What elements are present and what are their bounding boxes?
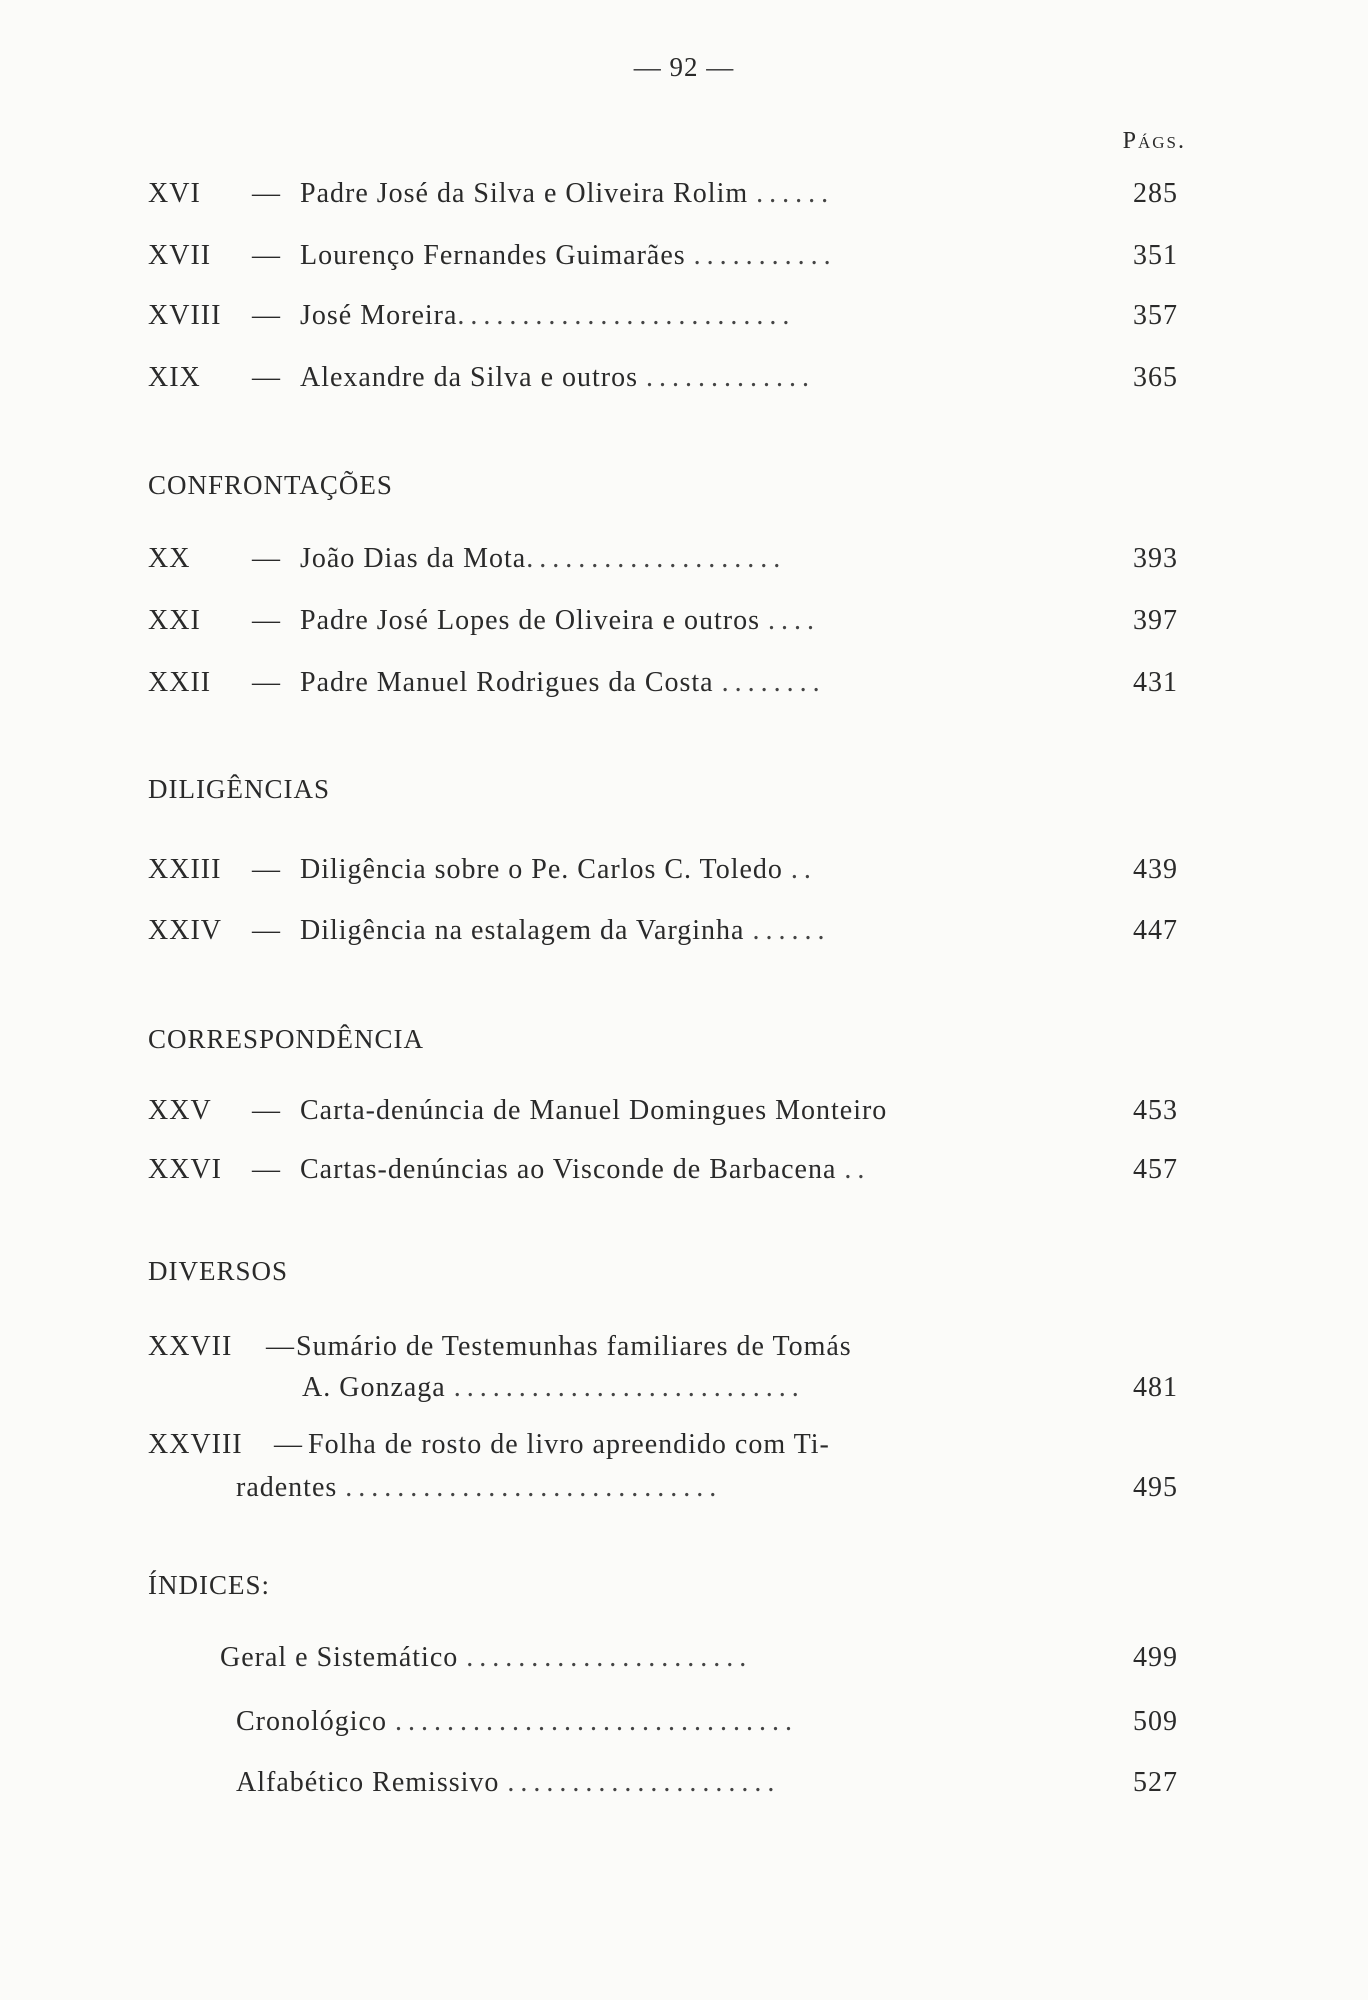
entry-title: Carta-denúncia de Manuel Domingues Monteiro [300, 1095, 888, 1126]
entry-page: 447 [1133, 915, 1178, 946]
entry-title-continued: A. Gonzaga ........................... [302, 1372, 805, 1403]
entry-page: 509 [1133, 1706, 1178, 1737]
entry-title: Cartas-denúncias ao Visconde de Barbacena .. [300, 1154, 871, 1185]
section-heading: CORRESPONDÊNCIA [148, 1024, 425, 1054]
chapter-numeral: XXVIII [148, 1429, 243, 1460]
entry-page: 439 [1133, 854, 1178, 885]
dash: — [266, 1331, 295, 1362]
pages-column-header: Págs. [1122, 128, 1186, 154]
entry-title: Padre Manuel Rodrigues da Costa ........ [300, 667, 826, 698]
section-heading: DIVERSOS [148, 1256, 289, 1286]
toc-entry [148, 852, 1178, 888]
chapter-numeral: XXI [148, 605, 201, 636]
dash: — [252, 543, 281, 574]
chapter-numeral: XVIII [148, 300, 222, 331]
toc-entry [148, 360, 1178, 396]
toc-entry [148, 298, 1178, 334]
chapter-numeral: XXIII [148, 854, 222, 885]
dash: — [252, 854, 281, 885]
dash: — [252, 178, 281, 209]
toc-entry [148, 603, 1178, 639]
dash: — [252, 667, 281, 698]
section-heading: CONFRONTAÇÕES [148, 470, 393, 500]
entry-title: José Moreira.......................... [300, 300, 796, 331]
index-entry [148, 1704, 1178, 1740]
chapter-numeral: XX [148, 543, 191, 574]
toc-entry [148, 238, 1178, 274]
entry-page: 357 [1133, 300, 1178, 331]
toc-entry [148, 1093, 1178, 1129]
chapter-numeral: XIX [148, 362, 201, 393]
dash: — [252, 300, 281, 331]
page-number: — 92 — [633, 52, 735, 82]
entry-page: 495 [1133, 1472, 1178, 1503]
dash: — [252, 240, 281, 271]
toc-entry [148, 1329, 1178, 1365]
entry-page: 453 [1133, 1095, 1178, 1126]
chapter-numeral: XXVI [148, 1154, 222, 1185]
entry-page: 351 [1133, 240, 1178, 271]
index-title: Cronológico ............................... [236, 1706, 798, 1737]
section-heading: DILIGÊNCIAS [148, 774, 330, 804]
toc-entry [148, 1427, 1178, 1463]
entry-title: Alexandre da Silva e outros ............. [300, 362, 816, 393]
section-heading: ÍNDICES: [148, 1570, 270, 1600]
entry-title: Sumário de Testemunhas familiares de Tomás [296, 1331, 852, 1362]
chapter-numeral: XXIV [148, 915, 222, 946]
index-title: Alfabético Remissivo ..................... [236, 1767, 781, 1798]
chapter-numeral: XVI [148, 178, 201, 209]
toc-entry-continuation [148, 1370, 1178, 1406]
entry-title: Padre José Lopes de Oliveira e outros .... [300, 605, 820, 636]
entry-page: 285 [1133, 178, 1178, 209]
toc-entry [148, 665, 1178, 701]
entry-page: 397 [1133, 605, 1178, 636]
dash: — [252, 915, 281, 946]
index-entry [148, 1765, 1178, 1801]
chapter-numeral: XXVII [148, 1331, 233, 1362]
dash: — [252, 1095, 281, 1126]
index-entry [148, 1640, 1178, 1676]
chapter-numeral: XVII [148, 240, 212, 271]
entry-title: João Dias da Mota.................... [300, 543, 787, 574]
entry-page: 457 [1133, 1154, 1178, 1185]
toc-entry [148, 176, 1178, 212]
entry-page: 499 [1133, 1642, 1178, 1673]
entry-title: Padre José da Silva e Oliveira Rolim ...... [300, 178, 835, 209]
entry-title: Diligência sobre o Pe. Carlos C. Toledo .. [300, 854, 817, 885]
chapter-numeral: XXV [148, 1095, 212, 1126]
entry-title-continued: radentes ............................. [236, 1472, 723, 1503]
entry-title: Folha de rosto de livro apreendido com Ti- [308, 1429, 830, 1460]
toc-entry [148, 1152, 1178, 1188]
entry-page: 481 [1133, 1372, 1178, 1403]
dash: — [274, 1429, 303, 1460]
entry-page: 431 [1133, 667, 1178, 698]
chapter-numeral: XXII [148, 667, 212, 698]
toc-entry [148, 541, 1178, 577]
toc-entry [148, 913, 1178, 949]
entry-page: 365 [1133, 362, 1178, 393]
entry-page: 393 [1133, 543, 1178, 574]
dash: — [252, 362, 281, 393]
dash: — [252, 1154, 281, 1185]
dash: — [252, 605, 281, 636]
toc-entry-continuation [148, 1470, 1178, 1506]
entry-page: 527 [1133, 1767, 1178, 1798]
entry-title: Diligência na estalagem da Varginha ...... [300, 915, 831, 946]
entry-title: Lourenço Fernandes Guimarães ........... [300, 240, 837, 271]
index-title: Geral e Sistemático ...................... [220, 1642, 753, 1673]
